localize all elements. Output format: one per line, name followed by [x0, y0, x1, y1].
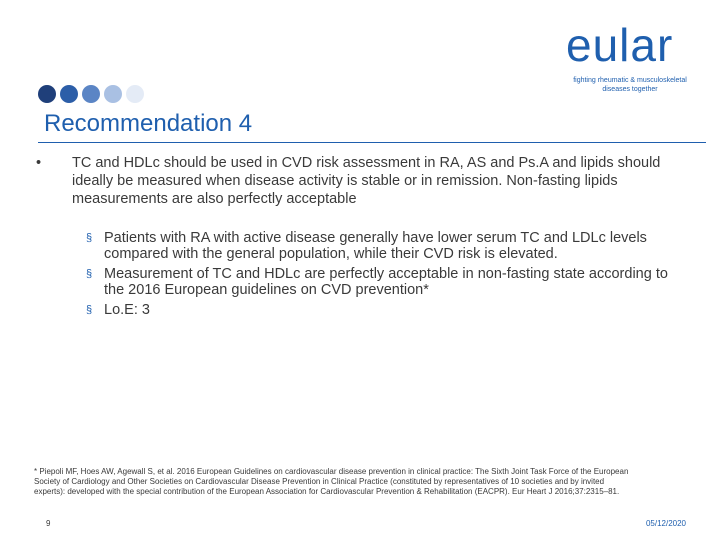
slide-title: Recommendation 4 [44, 110, 253, 137]
sub-bullet-marker: § [86, 268, 93, 280]
decorative-dots [38, 85, 144, 103]
logo-tagline [560, 76, 700, 94]
dot-3 [82, 85, 100, 103]
dot-5 [126, 85, 144, 103]
sub-bullet-marker: § [86, 232, 93, 244]
sub-bullet [86, 230, 686, 262]
sub-bullet-text: Measurement of TC and HDLc are perfectly acceptable in non-fasting state according to the 2016 European guidelines on CVD prevention* [104, 266, 668, 298]
dot-4 [104, 85, 122, 103]
logo-wordmark: eular [566, 19, 674, 71]
eular-logo [560, 19, 700, 94]
slide-date: 05/12/2020 [645, 519, 686, 528]
page-number: 9 [46, 519, 51, 528]
logo-tagline-line2: diseases together [602, 86, 658, 93]
sub-bullet-text: Lo.E: 3 [104, 302, 150, 318]
sub-bullet-text: Patients with RA with active disease generally have lower serum TC and LDLc levels compared with the general population, while their CVD risk is elevated. [104, 230, 647, 262]
sub-bullet [86, 302, 686, 318]
dot-1 [38, 85, 56, 103]
title-divider [38, 142, 706, 143]
logo-tagline-line1: fighting rheumatic & musculoskeletal [573, 77, 687, 84]
sub-bullet-marker: § [86, 304, 93, 316]
bullet-marker: • [36, 155, 42, 171]
main-bullet-text: TC and HDLc should be used in CVD risk assessment in RA, AS and Ps.A and lipids should ideally be measured when disease activity is stable or in remission. Non-fasting lipids measurements are also perfectly acceptable [72, 155, 661, 207]
dot-2 [60, 85, 78, 103]
sub-bullet [86, 266, 686, 298]
sub-bullet-list [86, 230, 686, 322]
main-bullet [36, 154, 686, 208]
reference-footnote: * Piepoli MF, Hoes AW, Agewall S, et al. 2016 European Guidelines on cardiovascular disease prevention in clinical practice: The Sixth Joint Task Force of the European Society of Cardiology and Other Societies on Cardiovascular Disease Prevention in Clinical Practice (constituted by representatives of 10 societies and by invited experts): developed with the special contribution of the European Association for Cardiovascular Prevention & Rehabilitation (EACPR). Eur Heart J 2016;37:2315–81. [34, 467, 629, 496]
